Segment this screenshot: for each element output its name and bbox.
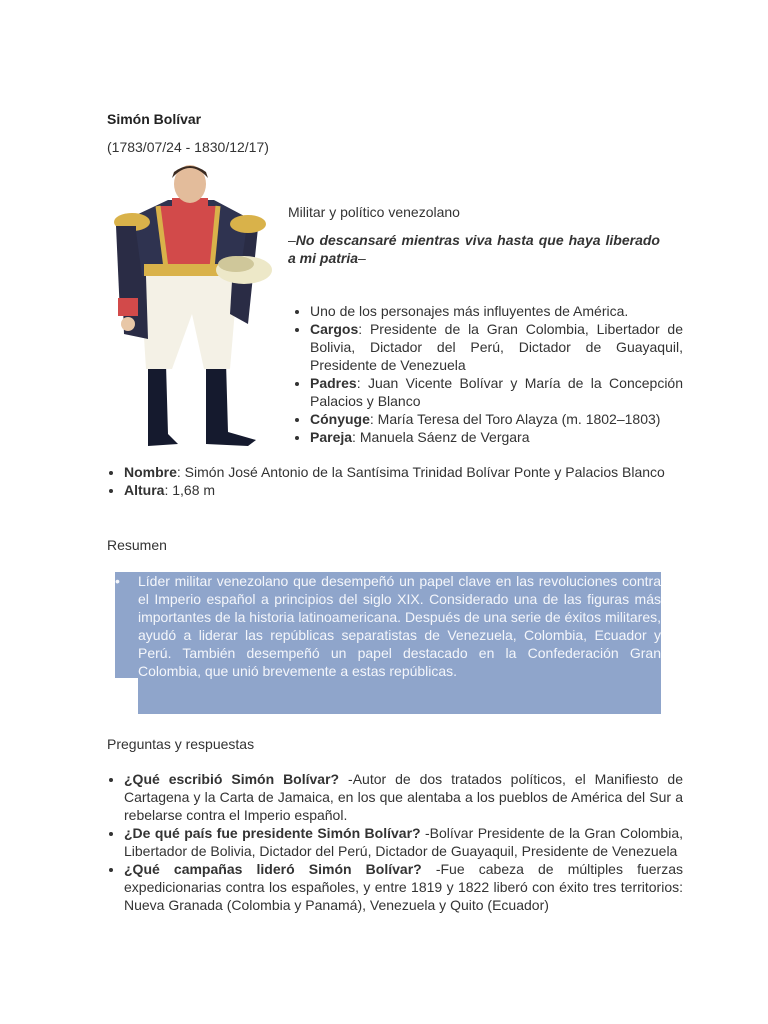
facts-list [288,302,683,446]
summary-heading: Resumen [107,537,167,553]
summary-bullet: • [115,573,120,589]
qa-list [102,770,683,914]
quote-text: No descansaré mientras viva hasta que haya liberado a mi patria [288,232,660,266]
list-item: • Cónyuge: María Teresa del Toro Alayza (m. 1802–1803) [310,410,683,428]
list-item: • Padres: Juan Vicente Bolívar y María de la Concepción Palacios y Blanco [310,374,683,410]
summary-text: Líder militar venezolano que desempeñó un papel clave en las revoluciones contra el Imperio español a principios del siglo XIX. Considerado una de las figuras más importantes de la historia latinoamericana. Después de una serie de éxitos militares, ayudó a liderar las repúblicas separatistas de Venezuela, Colombia, Ecuador y Perú. También desempeñó un papel destacado en la Confederación Gran Colombia, que unió brevemente a estas repúblicas. [138,573,661,679]
quote-close-dash: – [358,250,366,266]
list-item: • ¿Qué escribió Simón Bolívar? -Autor de dos tratados políticos, el Manifiesto de Cartagena y la Carta de Jamaica, en los que alentaba a los pueblos de América del Sur a rebelarse contra el Imperio español. [124,770,683,824]
list-item: • Uno de los personajes más influyentes de América. [310,302,683,320]
quote-open-dash: – [288,232,296,248]
page-title: Simón Bolívar [107,111,202,127]
list-item: • Cargos: Presidente de la Gran Colombia, Libertador de Bolivia, Dictador del Perú, Dictador de Guayaquil, Presidente de Venezuela [310,320,683,374]
list-item: • Altura: 1,68 m [124,481,683,499]
list-item: • ¿De qué país fue presidente Simón Bolívar? -Bolívar Presidente de la Gran Colombia, Libertador de Bolivia, Dictador del Perú, Dictador de Guayaquil, Presidente de Venezuela [124,824,683,860]
facts-list-continued [102,463,683,499]
portrait-image [108,164,274,450]
list-item: • Nombre: Simón José Antonio de la Santísima Trinidad Bolívar Ponte y Palacios Blanco [124,463,683,481]
life-dates: (1783/07/24 - 1830/12/17) [107,139,269,155]
qa-heading: Preguntas y respuestas [107,736,255,752]
famous-quote [288,231,660,267]
list-item: • ¿Qué campañas lideró Simón Bolívar? -Fue cabeza de múltiples fuerzas expedicionarias contra los españoles, y entre 1819 y 1822 liberó con éxito tres territorios: Nueva Granada (Colombia y Panamá), Venezuela y Quito (Ecuador) [124,860,683,914]
list-item: • Pareja: Manuela Sáenz de Vergara [310,428,683,446]
role-description: Militar y político venezolano [288,204,460,220]
